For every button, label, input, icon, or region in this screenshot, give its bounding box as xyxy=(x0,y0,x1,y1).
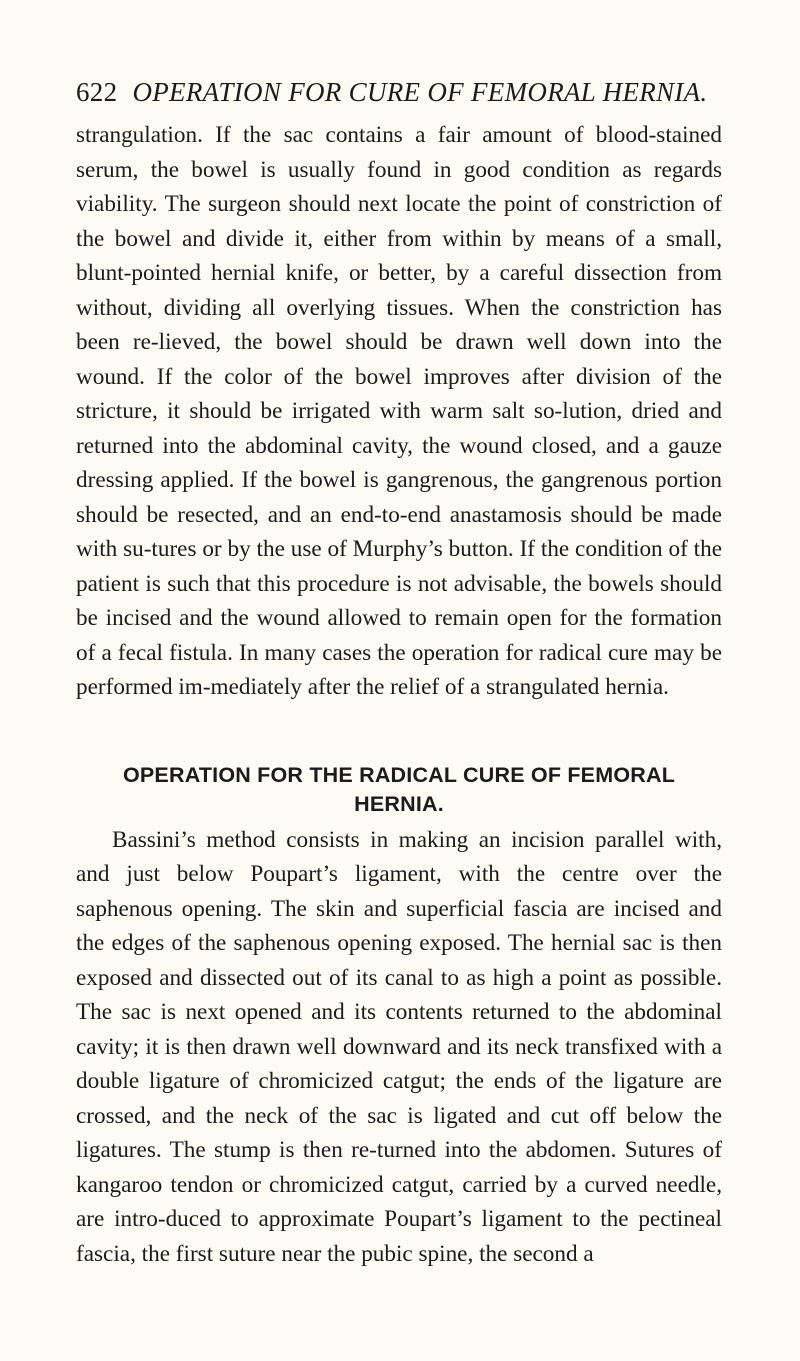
body-text xyxy=(76,118,722,1271)
section-heading: OPERATION FOR THE RADICAL CURE OF FEMORAL HERNIA. xyxy=(122,762,676,816)
paragraph-strangulation: strangulation. If the sac contains a fair amount of blood-stained serum, the bowel is usually found in good condition as regards viability. The surgeon should next locate the point of constriction of the bowel and divide it, either from within by means of a small, blunt-pointed hernial knife, or better, by a careful dissection from without, dividing all overlying tissues. When the constriction has been re-lieved, the bowel should be drawn well down into the wound. If the color of the bowel improves after division of the stricture, it should be irrigated with warm salt so-lution, dried and returned into the abdominal cavity, the wound closed, and a gauze dressing applied. If the bowel is gangrenous, the gangrenous portion should be resected, and an end-to-end anastamosis should be made with su-tures or by the use of Murphy’s button. If the condition of the patient is such that this procedure is not advisable, the bowels should be incised and the wound allowed to remain open for the formation of a fecal fistula. In many cases the operation for radical cure may be performed im-mediately after the relief of a strangulated hernia. xyxy=(76,122,722,700)
paragraph-bassini-method: Bassini’s method consists in making an incision parallel with, and just below Poupart’s ligament, with the centre over the saphenous opening. The skin and superficial fascia are incised and the edges of the saphenous opening exposed. The hernial sac is then exposed and dissected out of its canal to as high a point as possible. The sac is next opened and its contents returned to the abdominal cavity; it is then drawn well downward and its neck transfixed with a double ligature of chromicized catgut; the ends of the ligature are crossed, and the neck of the sac is ligated and cut off below the ligatures. The stump is then re-turned into the abdomen. Sutures of kangaroo tendon or chromicized catgut, carried by a curved needle, are intro-duced to approximate Poupart’s ligament to the pectineal fascia, the first suture near the pubic spine, the second a xyxy=(76,826,722,1267)
running-head-title: OPERATION FOR CURE OF FEMORAL HERNIA. xyxy=(132,77,708,107)
page-number: 622 xyxy=(76,77,118,107)
running-head xyxy=(76,76,736,108)
